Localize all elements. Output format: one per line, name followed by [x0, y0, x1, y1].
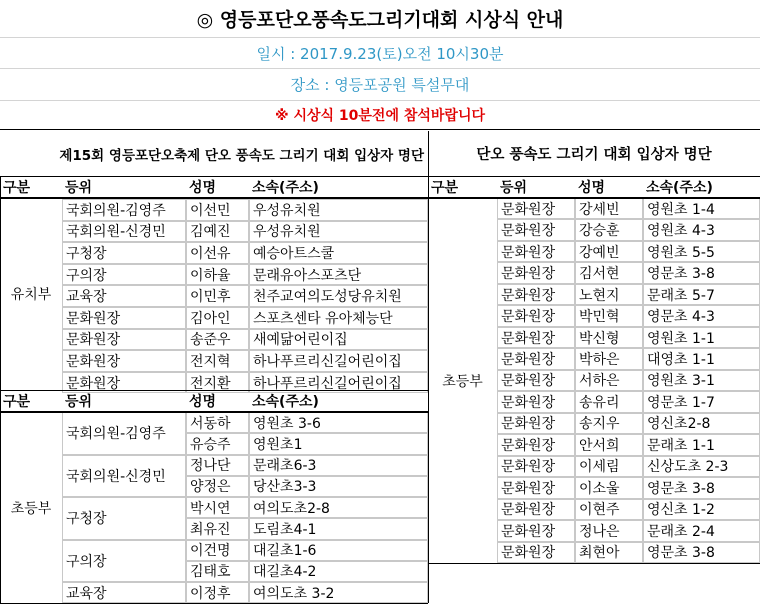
name-cell: 강승훈 [575, 219, 643, 240]
rank-cell: 문화원장 [497, 434, 575, 455]
affiliation-cell: 문래초 5-7 [643, 284, 760, 305]
affiliation-cell: 대길초4-2 [249, 561, 428, 582]
affiliation-cell: 하나푸르리신길어린이집 [249, 350, 428, 372]
affiliation-cell: 영원초 5-5 [643, 241, 760, 262]
event-place: 장소 : 영등포공원 특설무대 [0, 69, 760, 101]
affiliation-cell: 영원초 4-3 [643, 219, 760, 240]
name-cell: 최유진 [186, 518, 249, 539]
rank-cell: 교육장 [62, 285, 186, 307]
affiliation-cell: 하나푸르리신길어린이집 [249, 372, 428, 394]
rank-cell: 문화원장 [497, 241, 575, 262]
name-cell: 유승주 [186, 433, 249, 454]
rank-cell: 문화원장 [497, 520, 575, 541]
rank-cell: 문화원장 [497, 499, 575, 520]
event-date: 일시 : 2017.9.23(토)오전 10시30분 [0, 38, 760, 69]
rank-cell: 문화원장 [497, 391, 575, 412]
name-cell: 김서현 [575, 262, 643, 283]
affiliation-cell: 새예닮어린이집 [249, 329, 428, 351]
rank-cell: 문화원장 [497, 413, 575, 434]
affiliation-cell: 대길초1-6 [249, 540, 428, 561]
rank-cell: 구의장 [62, 264, 186, 286]
affiliation-cell: 도림초4-1 [249, 518, 428, 539]
name-cell: 이건명 [186, 540, 249, 561]
rank-cell: 문화원장 [62, 350, 186, 372]
column-header: 구분 [3, 180, 31, 196]
group-label-elementary: 초등부 [442, 373, 483, 390]
table-border [0, 411, 428, 413]
name-cell: 서하은 [575, 370, 643, 391]
column-header: 소속(주소) [646, 180, 713, 196]
affiliation-cell: 영문초 3-8 [643, 542, 760, 563]
name-cell: 송지우 [575, 413, 643, 434]
rank-cell: 문화원장 [497, 370, 575, 391]
rank-cell: 문화원장 [497, 456, 575, 477]
affiliation-cell: 대영초 1-1 [643, 348, 760, 369]
affiliation-cell: 신상도초 2-3 [643, 456, 760, 477]
column-header: 구분 [3, 394, 31, 410]
name-cell: 김아인 [186, 307, 249, 329]
table-border [0, 176, 760, 177]
name-cell: 노현지 [575, 284, 643, 305]
column-header: 성명 [189, 394, 217, 410]
column-header: 구분 [431, 180, 459, 196]
rank-cell: 문화원장 [497, 348, 575, 369]
name-cell: 박하은 [575, 348, 643, 369]
affiliation-cell: 영문초 1-7 [643, 391, 760, 412]
name-cell: 전지환 [186, 372, 249, 394]
affiliation-cell: 우성유치원 [249, 199, 428, 221]
name-cell: 송유리 [575, 391, 643, 412]
name-cell: 박시연 [186, 497, 249, 518]
table-border [0, 390, 428, 391]
name-cell: 정나단 [186, 455, 249, 476]
rank-cell: 구청장 [62, 242, 186, 264]
name-cell: 박신형 [575, 327, 643, 348]
name-cell: 서동하 [186, 412, 249, 433]
name-cell: 이하율 [186, 264, 249, 286]
group-label-kindergarten: 유치부 [10, 287, 52, 303]
rank-cell: 구청장 [62, 497, 186, 540]
rank-cell: 문화원장 [497, 262, 575, 283]
column-header: 등위 [65, 394, 93, 410]
affiliation-cell: 문래초 1-1 [643, 434, 760, 455]
column-header: 성명 [578, 180, 606, 196]
table-border [428, 131, 429, 603]
rank-cell: 문화원장 [497, 219, 575, 240]
name-cell: 이민후 [186, 285, 249, 307]
rank-cell: 국회의원-신경민 [62, 221, 186, 243]
rank-cell: 문화원장 [62, 329, 186, 351]
right-table-title: 단오 풍속도 그리기 대회 입상자 명단 [476, 147, 712, 163]
column-header: 등위 [500, 180, 528, 196]
group-label-elementary: 초등부 [10, 500, 52, 517]
affiliation-cell: 여의도초 3-2 [249, 582, 428, 603]
rank-cell: 문화원장 [497, 305, 575, 326]
rank-cell: 문화원장 [497, 284, 575, 305]
rank-cell: 문화원장 [497, 477, 575, 498]
affiliation-cell: 예승아트스쿨 [249, 242, 428, 264]
attendance-notice: ※ 시상식 10분전에 참석바랍니다 [0, 101, 760, 130]
name-cell: 이정후 [186, 582, 249, 603]
name-cell: 박민혁 [575, 305, 643, 326]
rank-cell: 문화원장 [62, 307, 186, 329]
affiliation-cell: 당산초3-3 [249, 476, 428, 497]
name-cell: 이선유 [186, 242, 249, 264]
affiliation-cell: 영문초 3-8 [643, 477, 760, 498]
name-cell: 김태호 [186, 561, 249, 582]
affiliation-cell: 문래초6-3 [249, 455, 428, 476]
left-table-title: 제15회 영등포단오축제 단오 풍속도 그리기 대회 입상자 명단 [59, 147, 424, 164]
affiliation-cell: 문래초 2-4 [643, 520, 760, 541]
rank-cell: 국회의원-신경민 [62, 455, 186, 498]
column-header: 등위 [65, 180, 93, 196]
affiliation-cell: 영원초 1-1 [643, 327, 760, 348]
column-header: 소속(주소) [252, 180, 319, 196]
table-border [428, 563, 760, 564]
affiliation-cell: 영원초 3-6 [249, 412, 428, 433]
affiliation-cell: 천주교여의도성당유치원 [249, 285, 428, 307]
affiliation-cell: 문래유아스포츠단 [249, 264, 428, 286]
rank-cell: 문화원장 [497, 327, 575, 348]
affiliation-cell: 영신초2-8 [643, 413, 760, 434]
affiliation-cell: 여의도초2-8 [249, 497, 428, 518]
name-cell: 이현주 [575, 499, 643, 520]
name-cell: 최현아 [575, 542, 643, 563]
name-cell: 정나은 [575, 520, 643, 541]
name-cell: 이소울 [575, 477, 643, 498]
column-header: 성명 [189, 180, 217, 196]
name-cell: 송준우 [186, 329, 249, 351]
name-cell: 안서희 [575, 434, 643, 455]
name-cell: 전지혁 [186, 350, 249, 372]
affiliation-cell: 스포츠센타 유아체능단 [249, 307, 428, 329]
rank-cell: 국회의원-김영주 [62, 412, 186, 455]
affiliation-cell: 우성유치원 [249, 221, 428, 243]
rank-cell: 문화원장 [497, 542, 575, 563]
name-cell: 이세림 [575, 456, 643, 477]
rank-cell: 교육장 [62, 582, 186, 603]
rank-cell: 문화원장 [497, 198, 575, 219]
affiliation-cell: 영신초 1-2 [643, 499, 760, 520]
name-cell: 강예빈 [575, 241, 643, 262]
rank-cell: 국회의원-김영주 [62, 199, 186, 221]
affiliation-cell: 영원초 3-1 [643, 370, 760, 391]
affiliation-cell: 영원초 1-4 [643, 198, 760, 219]
table-border [0, 603, 428, 604]
affiliation-cell: 영문초 3-8 [643, 262, 760, 283]
page-title: ◎ 영등포단오풍속도그리기대회 시상식 안내 [0, 0, 760, 38]
affiliation-cell: 영문초 4-3 [643, 305, 760, 326]
rank-cell: 문화원장 [62, 372, 186, 394]
name-cell: 양정은 [186, 476, 249, 497]
rank-cell: 구의장 [62, 540, 186, 583]
column-header: 소속(주소) [252, 394, 319, 410]
name-cell: 김예진 [186, 221, 249, 243]
affiliation-cell: 영원초1 [249, 433, 428, 454]
name-cell: 강세빈 [575, 198, 643, 219]
name-cell: 이선민 [186, 199, 249, 221]
table-border [0, 197, 760, 199]
